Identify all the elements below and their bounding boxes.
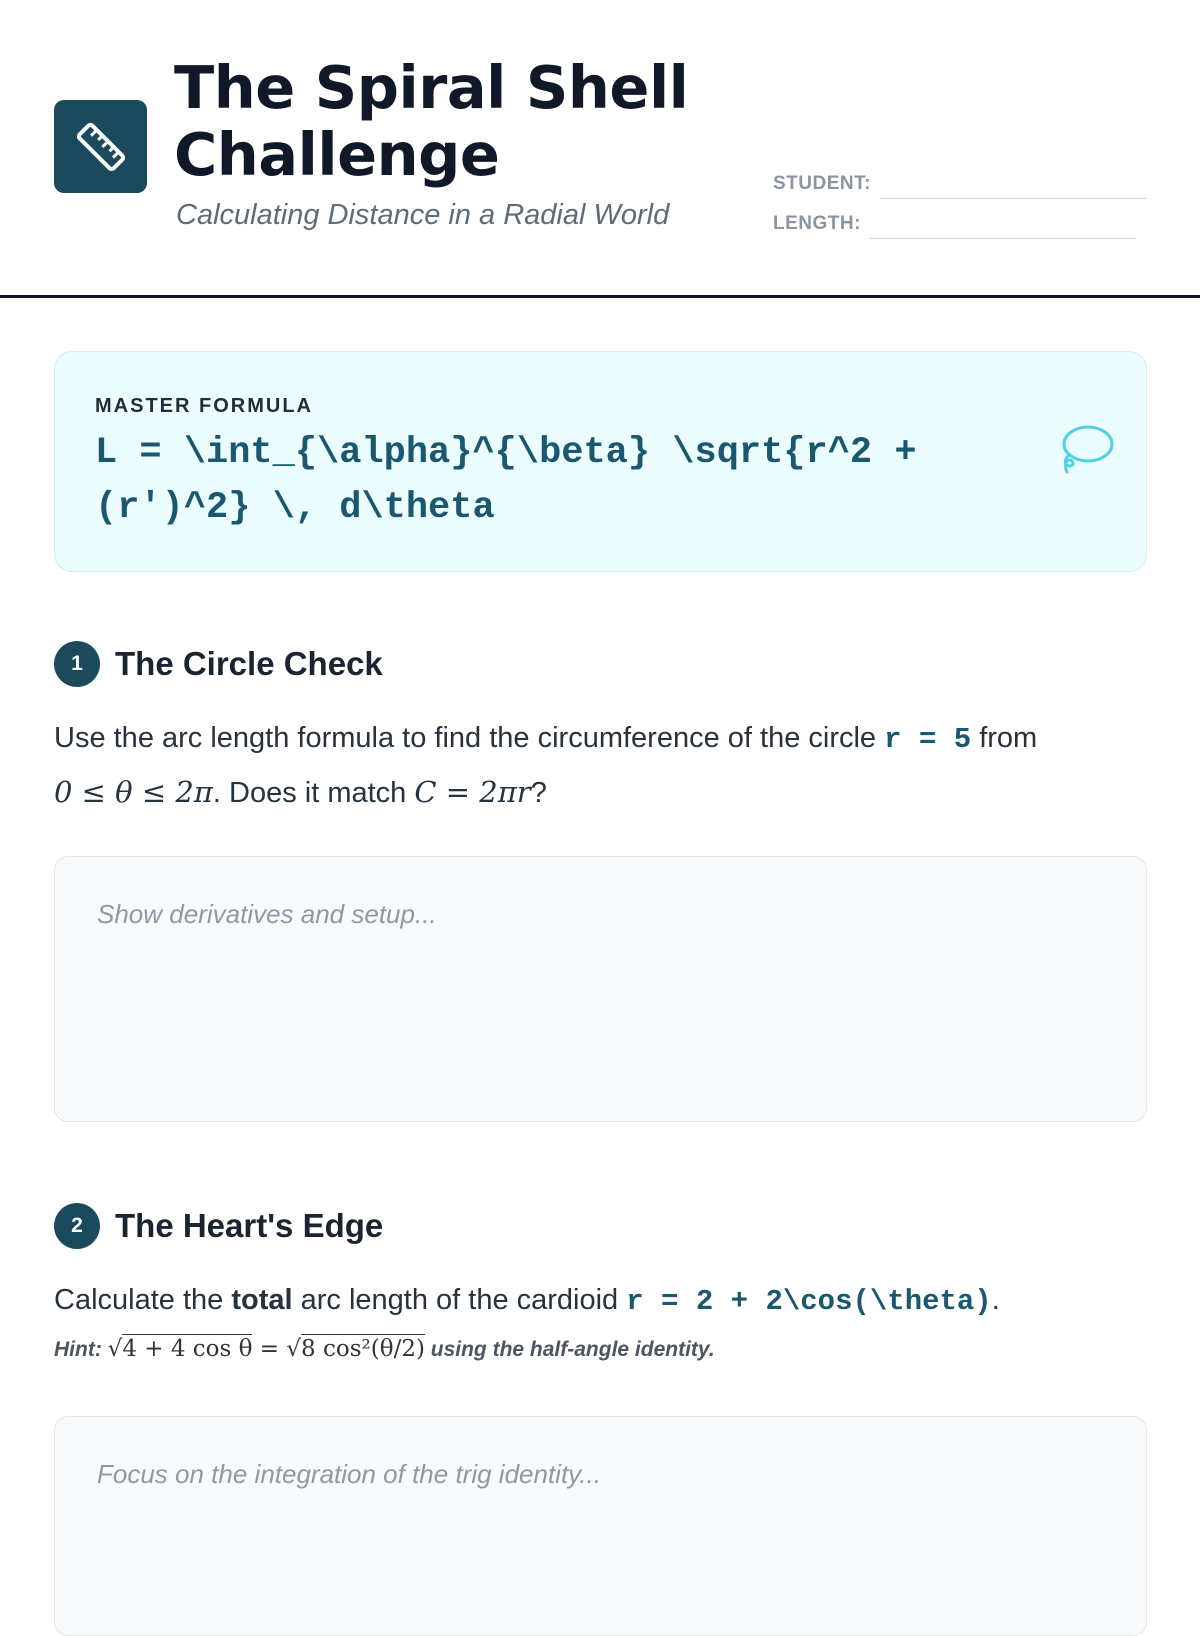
page-subtitle: Calculating Distance in a Radial World bbox=[176, 199, 670, 231]
question-number-badge: 1 bbox=[54, 641, 100, 687]
question-text-part: arc length of the cardioid bbox=[292, 1284, 627, 1316]
answer-placeholder: Show derivatives and setup... bbox=[97, 899, 437, 929]
question-text bbox=[54, 712, 1154, 819]
formula-text: L = \int_{\alpha}^{\beta} \sqrt{r^2 + (r')^2} \, d\theta bbox=[95, 432, 917, 529]
question-text-part: ? bbox=[530, 777, 547, 809]
student-name-field[interactable] bbox=[880, 198, 1147, 199]
hint-math: 4 + 4 cos θ bbox=[122, 1336, 253, 1362]
length-answer-field[interactable] bbox=[869, 238, 1136, 239]
question-text-part: . bbox=[991, 1284, 1000, 1316]
page-title-line1: The Spiral Shell bbox=[174, 53, 689, 122]
inline-math: C = 2πr bbox=[414, 775, 531, 809]
master-formula-card bbox=[54, 351, 1147, 572]
question-number-badge: 2 bbox=[54, 1203, 100, 1249]
emphasis-text: total bbox=[231, 1284, 293, 1316]
answer-placeholder: Focus on the integration of the trig identity... bbox=[97, 1459, 601, 1489]
page-title-line2: Challenge bbox=[174, 120, 500, 189]
question-text-part: Use the arc length formula to find the circumference of the circle bbox=[54, 722, 885, 754]
question-title: The Circle Check bbox=[115, 645, 383, 682]
answer-area[interactable] bbox=[54, 856, 1147, 1122]
inline-code: r = 5 bbox=[884, 723, 972, 756]
student-label: STUDENT: bbox=[773, 173, 871, 194]
page-title bbox=[174, 54, 734, 188]
ruler-icon bbox=[54, 100, 147, 193]
question-text-part: Calculate the bbox=[54, 1284, 232, 1316]
inline-math: 0 ≤ θ ≤ 2π bbox=[54, 775, 213, 809]
question-text bbox=[54, 1274, 1154, 1328]
question-text-part: from bbox=[971, 722, 1038, 754]
worksheet-header bbox=[0, 0, 1200, 298]
hint-label: Hint: bbox=[54, 1338, 108, 1361]
hint-text: Hint: √4 + 4 cos θ = √8 cos²(θ/2) using the half-angle identity. bbox=[54, 1336, 715, 1362]
hint-tail: using the half-angle identity. bbox=[424, 1338, 715, 1361]
length-label: LENGTH: bbox=[773, 213, 861, 234]
hint-math: = bbox=[252, 1336, 287, 1362]
answer-area[interactable] bbox=[54, 1416, 1147, 1636]
formula-label: MASTER FORMULA bbox=[95, 395, 313, 417]
question-text-part: . Does it match bbox=[212, 777, 415, 809]
lasso-icon bbox=[1055, 422, 1117, 483]
question-title: The Heart's Edge bbox=[115, 1207, 384, 1244]
hint-math: 8 cos²(θ/2) bbox=[301, 1336, 425, 1362]
inline-code: r = 2 + 2\cos(\theta) bbox=[626, 1285, 992, 1318]
